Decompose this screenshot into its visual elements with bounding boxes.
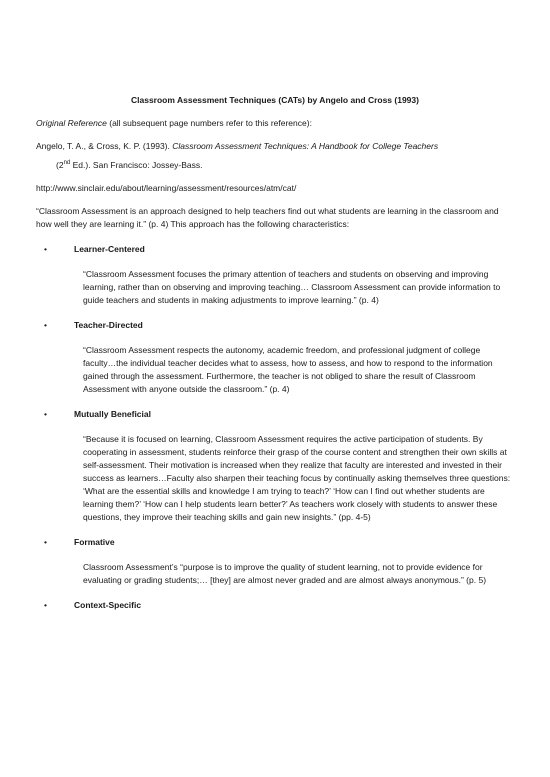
bullet-icon: •: [44, 599, 47, 610]
section-heading: [36, 408, 514, 421]
section-heading-label: Context-Specific: [74, 599, 142, 610]
section-heading-label: Learner-Centered: [74, 243, 145, 254]
edition-suffix: Ed.). San Francisco: Jossey-Bass.: [70, 159, 203, 170]
section-heading: [36, 243, 514, 256]
source-url: http://www.sinclair.edu/about/learning/assessment/resources/atm/cat/: [36, 182, 297, 193]
citation: [36, 140, 514, 153]
section-heading: [36, 319, 514, 332]
original-reference-label: Original Reference: [36, 118, 107, 128]
section-heading: [36, 599, 514, 612]
section-heading: [36, 536, 514, 549]
edition-prefix: (2: [56, 159, 64, 170]
section-heading-label: Mutually Beneficial: [74, 408, 151, 419]
bullet-icon: •: [44, 243, 47, 254]
section-heading-label: Formative: [74, 536, 115, 547]
bullet-icon: •: [44, 536, 47, 547]
citation-book-title: Classroom Assessment Techniques: A Handbook for College Teachers: [172, 141, 439, 151]
citation-edition: [36, 157, 514, 172]
page-content: [36, 94, 514, 624]
section-text: “Classroom Assessment respects the autonomy, academic freedom, and professional judgment of college faculty…the individual teacher decides what to assess, how to assess, and how to respond to the information gained through the assessment. Furthermore, the teacher is not obliged to share the result of Classroom Assessment with anyone outside the classroom.” (p. 4): [83, 344, 493, 394]
citation-authors: Angelo, T. A., & Cross, K. P. (1993).: [36, 141, 173, 151]
section-text: Classroom Assessment’s “purpose is to improve the quality of student learning, not to provide evidence for evaluating or grading students;… [they] are almost never graded and are almost always anonymous.” (p. 5): [83, 561, 487, 585]
bullet-icon: •: [44, 408, 47, 419]
section-heading-label: Teacher-Directed: [74, 319, 143, 330]
document-title: Classroom Assessment Techniques (CATs) by Angelo and Cross (1993): [131, 95, 419, 105]
section-text: “Classroom Assessment focuses the primary attention of teachers and students on observing and improving learning, rather than on observing and improving teaching… Classroom Assessment can provide information to guide teachers and students in making adjustments to improve learning.” (p. 4): [83, 268, 501, 305]
intro-paragraph: “Classroom Assessment is an approach designed to help teachers find out what students are learning in the classroom and how well they are learning it.” (p. 4) This approach has the following characteristics:: [36, 205, 499, 229]
section-text: “Because it is focused on learning, Classroom Assessment requires the active participation of students. By cooperating in assessment, students reinforce their grasp of the course content and strengthen their own skills at self-assessment. Their motivation is increased when they realize that faculty are interested and invested in their success as learners…Faculty also sharpen their teaching focus by continually asking themselves three questions: ‘What are the essential skills and knowledge I am trying to teach?’ ‘How can I find out whether students are learning them?’ ‘How can I help students learn better?’ As teachers work closely with students to answer these questions, they improve their teaching skills and gain new insights.” (pp. 4-5): [83, 433, 511, 522]
bullet-icon: •: [44, 319, 47, 330]
original-reference-line: [36, 117, 514, 130]
edition-superscript: nd: [63, 160, 71, 166]
original-reference-note: (all subsequent page numbers refer to this reference):: [106, 118, 312, 128]
